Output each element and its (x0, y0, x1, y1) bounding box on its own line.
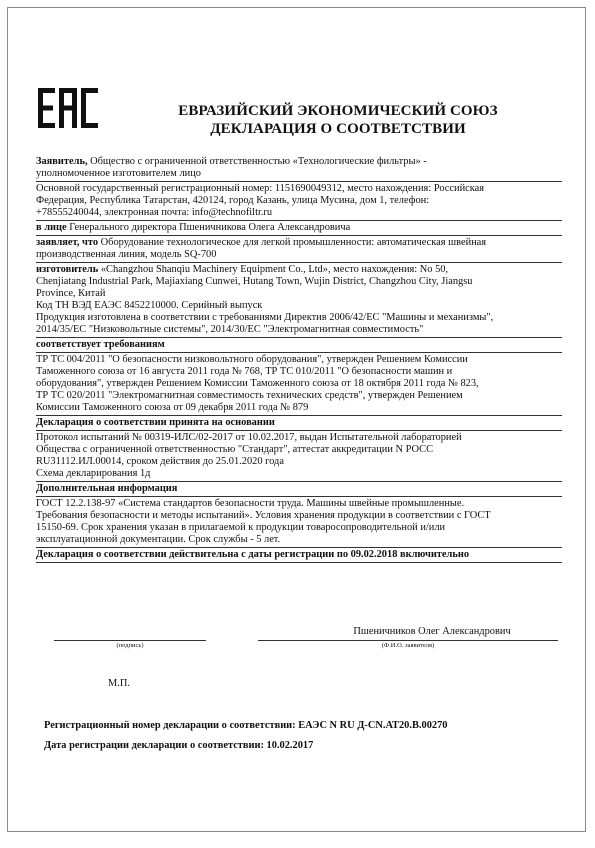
signer-name: Пшеничников Олег Александрович (353, 626, 511, 637)
declaration-title: ДЕКЛАРАЦИЯ О СООТВЕТСТВИИ (210, 121, 466, 137)
conforms-line-5: Комиссии Таможенного союза от 09 декабря 2011 года № 879 (36, 402, 309, 413)
additional-label-section (36, 483, 562, 497)
conforms-line-3: оборудования", утвержден Решением Комиссии Таможенного союза от 18 октября 2011 года № 823, (36, 378, 479, 389)
registration-section (36, 183, 562, 221)
director-label: в лице (36, 222, 67, 233)
applicant-section (36, 156, 562, 182)
manufacturer-section (36, 264, 562, 338)
registration-line-1: Основной государственный регистрационный номер: 1151690049312, место нахождения: Российская (36, 183, 485, 194)
registration-line-2: Федерация, Республика Татарстан, 420124, город Казань, улица Мусина, дом 1, телефон: (36, 195, 430, 206)
code-line: Код ТН ВЭД ЕАЭС 8452210000. Серийный выпуск (36, 300, 263, 311)
registration-date: Дата регистрации декларации о соответствии: 10.02.2017 (44, 740, 314, 751)
applicant-text: Общество с ограниченной ответственностью «Технологические фильтры» - (87, 156, 427, 167)
registration-line-3: +78555240044, электронная почта: info@technofiltr.ru (36, 207, 273, 218)
registration-number: Регистрационный номер декларации о соответствии: ЕАЭС N RU Д-CN.АТ20.В.00270 (44, 720, 448, 731)
validity-statement: Декларация о соответствии действительна с даты регистрации по 09.02.2018 включительно (36, 549, 562, 563)
applicant-label: Заявитель, (36, 156, 88, 167)
signer-name-caption: (Ф.И.О. заявителя) (258, 640, 558, 650)
stamp-place: М.П. (108, 678, 130, 689)
additional-line-3: 15150-69. Срок хранения указан в прилагаемой к продукции товаросопроводительной и/или (36, 522, 446, 533)
additional-section (36, 498, 562, 548)
director-section (36, 222, 562, 236)
additional-label: Дополнительная информация (36, 483, 178, 494)
basis-line-1: Протокол испытаний № 00319-ИЛС/02-2017 от 10.02.2017, выдан Испытательной лабораторией (36, 432, 462, 443)
produced-line-1: Продукция изготовлена в соответствии с требованиями Директив 2006/42/ЕС "Машины и механизмы", (36, 312, 494, 323)
eac-logo (36, 86, 100, 130)
declares-label: заявляет, что (36, 237, 99, 248)
additional-line-1: ГОСТ 12.2.138-97 «Система стандартов безопасности труда. Машины швейные промышленные. (36, 498, 465, 509)
conforms-line-4: ТР ТС 020/2011 "Электромагнитная совместимость технических средств", утвержден Решением (36, 390, 463, 401)
applicant-text-2: уполномоченное изготовителем лицо (36, 168, 201, 179)
produced-line-2: 2014/35/ЕС "Низковольтные системы", 2014/30/ЕС "Электромагнитная совместимость" (36, 324, 424, 335)
manufacturer-label: изготовитель (36, 264, 99, 275)
declaration-body (36, 156, 562, 563)
basis-section (36, 432, 562, 482)
manufacturer-line-3: Province, Китай (36, 288, 106, 299)
additional-line-2: Требования безопасности и методы испытаний». Условия хранения продукции в соответствии с ГОСТ (36, 510, 491, 521)
conforms-line-1: ТР ТС 004/2011 "О безопасности низковольтного оборудования", утвержден Решением Комиссии (36, 354, 468, 365)
signature-block (36, 624, 562, 664)
conforms-label-section (36, 339, 562, 353)
manufacturer-line-2: Chenjiatang Industrial Park, Majiaxiang Cunwei, Hutang Town, Wujin District, Changzhou City, Jiangsu (36, 276, 473, 287)
basis-line-4: Схема декларирования 1д (36, 468, 151, 479)
conforms-line-2: Таможенного союза от 16 августа 2011 года № 768, ТР ТС 010/2011 "О безопасности машин и (36, 366, 453, 377)
signature-caption: (подпись) (54, 640, 206, 650)
document-header (138, 102, 538, 138)
declares-section (36, 237, 562, 263)
manufacturer-line-1: «Changzhou Shanqiu Machinery Equipment Co., Ltd», место нахождения: No 50, (98, 264, 449, 275)
declares-text: Оборудование технологическое для легкой промышленности: автоматическая швейная (98, 237, 487, 248)
union-title: ЕВРАЗИЙСКИЙ ЭКОНОМИЧЕСКИЙ СОЮЗ (178, 103, 498, 119)
basis-label: Декларация о соответствии принята на основании (36, 417, 275, 428)
basis-label-section (36, 417, 562, 431)
declares-text-2: производственная линия, модель SQ-700 (36, 249, 217, 260)
declaration-page (7, 7, 586, 832)
additional-line-4: эксплуатационной документации. Срок службы - 5 лет. (36, 534, 281, 545)
basis-line-3: RU31112.ИЛ.00014, сроком действия до 25.01.2020 года (36, 456, 284, 467)
director-text: Генерального директора Пшеничникова Олега Александровича (66, 222, 351, 233)
basis-line-2: Общества с ограниченной ответственностью "Стандарт", аттестат аккредитации N РОСС (36, 444, 434, 455)
conforms-section (36, 354, 562, 416)
conforms-label: соответствует требованиям (36, 339, 165, 350)
